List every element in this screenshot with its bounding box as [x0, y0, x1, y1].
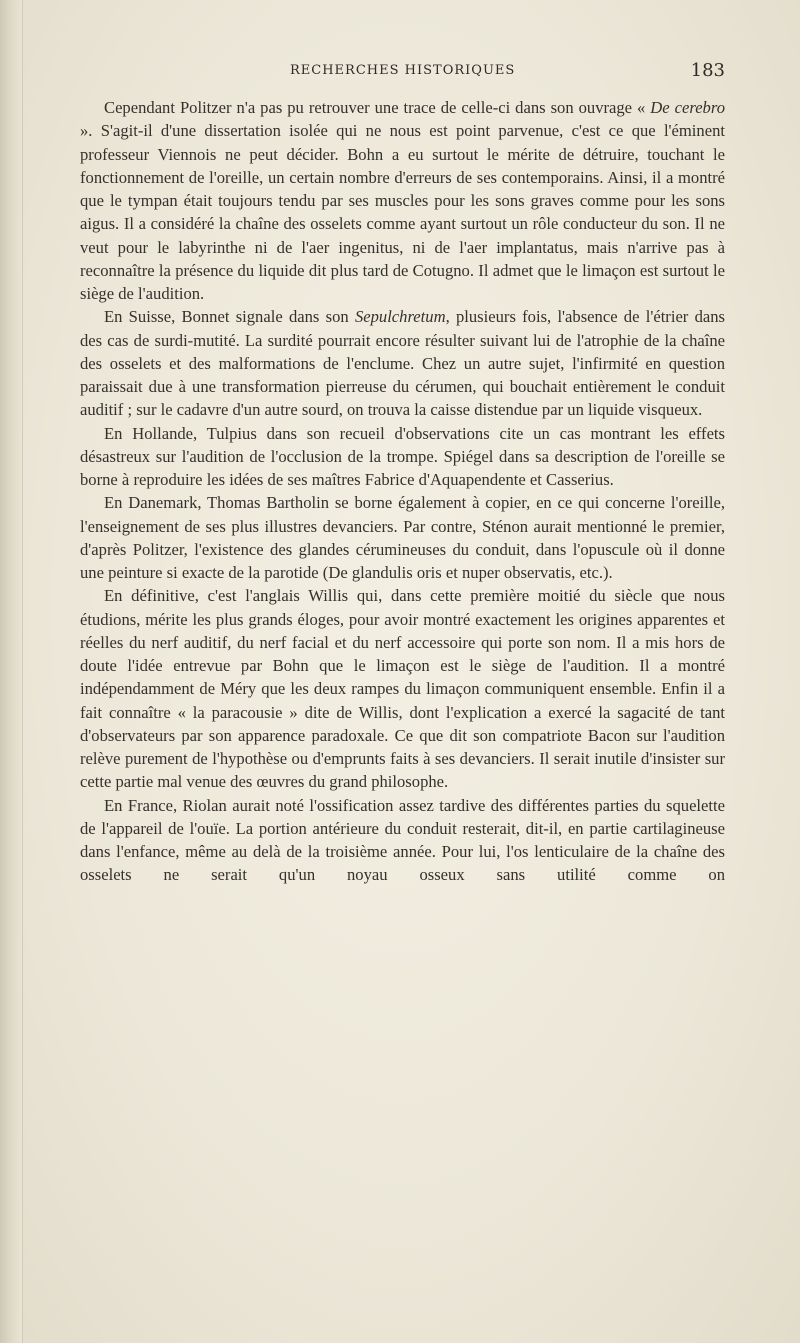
- page-binding-edge: [0, 0, 23, 1343]
- text-run: En France, Riolan aurait noté l'ossification assez tardive des différentes parties du squelette de l'appareil de l'ouïe. La portion antérieure du conduit resterait, dit-il, en partie cartilagineuse dans l'enfance, même au delà de la troisième année. Pour lui, l'os lenticulaire de la chaîne des osselets ne serait qu'un noyau osseux sans utilité comme on: [80, 795, 725, 885]
- page-number: 183: [690, 60, 725, 81]
- body-text: [80, 96, 725, 887]
- paragraph: [80, 422, 725, 492]
- paragraph: [80, 491, 725, 584]
- text-run: En définitive, c'est l'anglais Willis qui, dans cette première moitié du siècle que nous étudions, mérite les plus grands éloges, pour avoir montré exactement les origines apparentes et réelles du nerf auditif, du nerf facial et du nerf accessoire qui porte son nom. Il a mis hors de doute l'idée entrevue par Bohn que le limaçon est le siège de l'audition. Il a montré indépendamment de Méry que les deux rampes du limaçon communiquent ensemble. Enfin il a fait connaître « la paracousie » dite de Willis, dont l'explication a exercé la sagacité de tant d'observateurs par son apparence paradoxale. Ce que dit son compatriote Bacon sur l'audition relève purement de l'hypothèse ou d'emprunts faits à ses devanciers. Il serait inutile d'insister sur cette partie mal venue des œuvres du grand philosophe.: [80, 586, 725, 792]
- paragraph: [80, 584, 725, 793]
- text-run: ». S'agit-il d'une dissertation isolée qui ne nous est point parvenue, c'est ce que l'éminent professeur Viennois ne peut décider. Bohn a eu surtout le mérite de détruire, touchant le fonctionnement de l'oreille, un certain nombre d'erreurs de ses contemporains. Ainsi, il a montré que le tympan était toujours tendu par ses muscles pour les sons graves comme pour les sons aigus. Il a considéré la chaîne des osselets comme ayant surtout un rôle conducteur du son. Il ne veut pour le labyrinthe ni de l'aer ingenitus, ni de l'aer implantatus, mais n'arrive pas à reconnaître la présence du liquide dit plus tard de Cotugno. Il admet que le limaçon est surtout le siège de l'audition.: [80, 121, 725, 303]
- paragraph: [80, 794, 725, 887]
- paragraph: [80, 305, 725, 421]
- running-title: RECHERCHES HISTORIQUES: [290, 63, 516, 78]
- text-run: En Suisse, Bonnet signale dans son: [104, 307, 355, 327]
- paragraph: [80, 96, 725, 305]
- italic-text-run: Sepulchretum: [354, 307, 446, 327]
- text-run: Cependant Politzer n'a pas pu retrouver une trace de celle-ci dans son ouvrage «: [104, 98, 651, 117]
- running-header: [80, 60, 725, 84]
- italic-text-run: De cerebro: [650, 98, 725, 117]
- text-run: En Danemark, Thomas Bartholin se borne également à copier, en ce qui concerne l'oreille, l'enseignement de ses plus illustres devanciers. Par contre, Sténon aurait mentionné le premier, d'après Politzer, l'existence des glandes cérumineuses du conduit, dans l'opuscule où il donne une peinture si exacte de la parotide (De glandulis oris et nuper observatis, etc.).: [80, 493, 725, 582]
- text-run: , plusieurs fois, l'absence de l'étrier dans des cas de surdi-mutité. La surdité pourrait encore résulter suivant lui de l'atrophie de la chaîne des osselets et des malformations de l'enclume. Chez un autre sujet, l'infirmité en question paraissait due à une transformation pierreuse du cérumen, qui bouchait entièrement le conduit auditif ; sur le cadavre d'un autre sourd, on trouva la caisse distendue par un liquide visqueux.: [80, 307, 725, 420]
- text-run: En Hollande, Tulpius dans son recueil d'observations cite un cas montrant les effets désastreux sur l'audition de l'occlusion de la trompe. Spiégel dans sa description de l'oreille se borne à reproduire les idées de ses maîtres Fabrice d'Aquapendente et Casserius.: [80, 423, 725, 489]
